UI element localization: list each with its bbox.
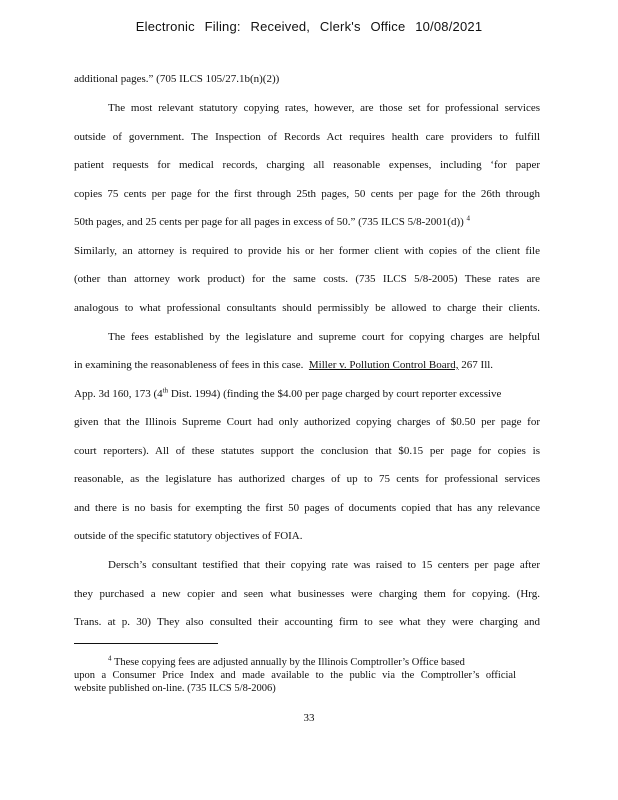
footnote-divider	[74, 643, 218, 644]
footnote-ref: 4	[466, 214, 471, 223]
text-line: and there is no basis for exempting the first 50 pages of documents copied that has any relevance	[74, 502, 540, 514]
text-line: analogous to what professional consultants should permissibly be allowed to charge their clients.	[74, 302, 540, 314]
footnote-line: website published on-line. (735 ILCS 5/8-2006)	[74, 683, 276, 694]
text-line: Dersch’s consultant testified that their copying rate was raised to 15 centers per page after	[108, 559, 540, 571]
page-number: 33	[303, 712, 315, 724]
text-line: Similarly, an attorney is required to provide his or her former client with copies of the client file	[74, 245, 540, 257]
case-citation: Miller v. Pollution Control Board,	[308, 359, 459, 371]
text-span: App. 3d 160, 173 (4	[74, 388, 163, 400]
text-span: Dist. 1994) (finding the $4.00 per page charged by court reporter excessive	[168, 388, 502, 400]
text-line: outside of government. The Inspection of Records Act requires health care providers to fulfill	[74, 131, 540, 143]
text-line: additional pages.” (705 ILCS 105/27.1b(n)(2))	[74, 73, 280, 85]
text-line: Trans. at p. 30) They also consulted their accounting firm to see what they were charging and	[74, 616, 540, 628]
text-line	[74, 387, 540, 401]
footnote-line: upon a Consumer Price Index and made available to the public via the Comptroller’s official	[74, 670, 516, 681]
ordinal-suffix: th	[162, 386, 169, 395]
text-line	[74, 215, 470, 229]
text-line: (other than attorney work product) for the same costs. (735 ILCS 5/8-2005) These rates are	[74, 273, 540, 285]
text-line: outside of the specific statutory objectives of FOIA.	[74, 530, 303, 542]
text-line	[74, 358, 540, 372]
text-span: 267 Ill.	[461, 359, 494, 371]
e-filing-header: Electronic Filing: Received, Clerk's Office 10/08/2021	[135, 19, 483, 34]
text-line: The fees established by the legislature and supreme court for copying charges are helpful	[108, 331, 540, 343]
text-span: 50th pages, and 25 cents per page for all pages in excess of 50.” (735 ILCS 5/8-2001(d))	[74, 216, 464, 228]
text-line: court reporters). All of these statutes support the conclusion that $0.15 per page for copies is	[74, 445, 540, 457]
text-line: patient requests for medical records, charging all reasonable expenses, including ‘for paper	[74, 159, 540, 171]
text-line: given that the Illinois Supreme Court had only authorized copying charges of $0.50 per page for	[74, 416, 540, 428]
text-line: copies 75 cents per page for the first through 25th pages, 50 cents per page for the 26th through	[74, 188, 540, 200]
text-line: reasonable, as the legislature has authorized charges of up to 75 cents for professional services	[74, 473, 540, 485]
footnote-line	[108, 654, 516, 669]
text-line: The most relevant statutory copying rates, however, are those set for professional services	[108, 102, 540, 114]
text-line: they purchased a new copier and seen what businesses were charging them for copying. (Hrg.	[74, 588, 540, 600]
text-span: in examining the reasonableness of fees in this case.	[74, 359, 304, 371]
footnote-text: These copying fees are adjusted annually by the Illinois Comptroller’s Office based	[113, 657, 465, 668]
footnote-marker: 4	[108, 654, 112, 663]
